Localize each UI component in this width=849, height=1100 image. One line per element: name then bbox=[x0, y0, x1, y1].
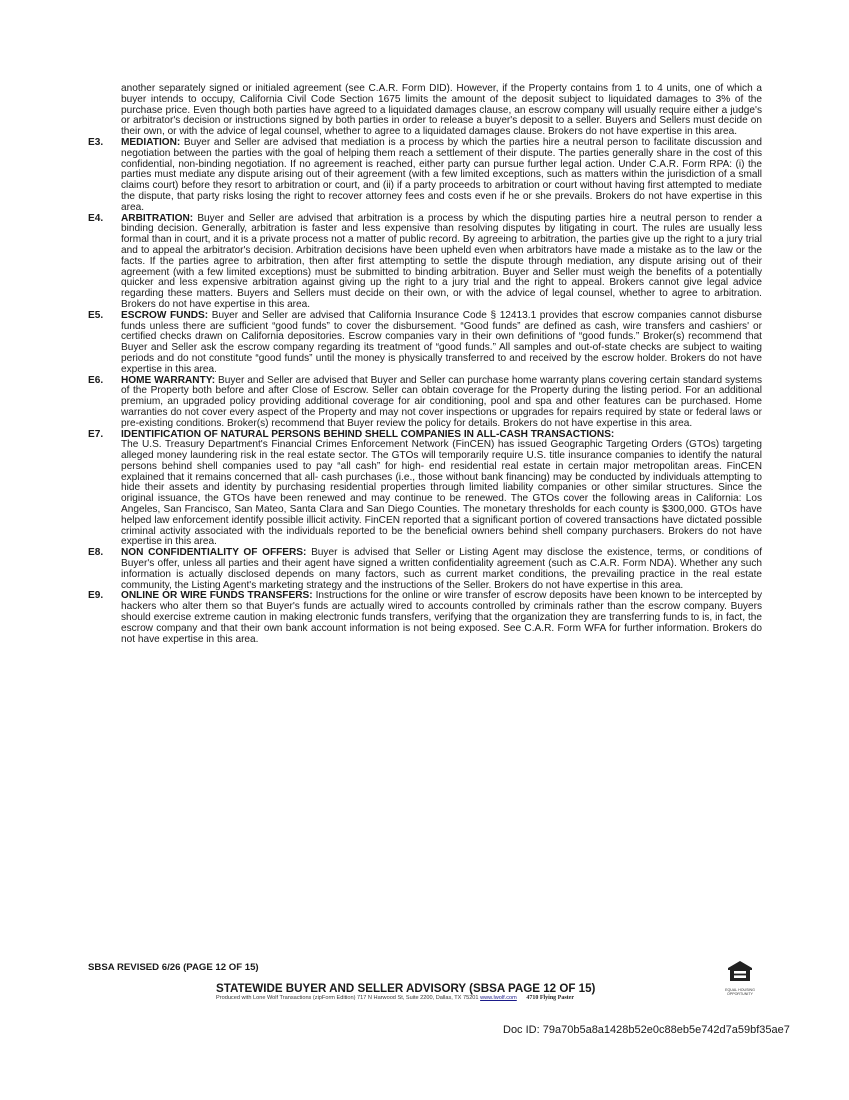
section-number: E4. bbox=[88, 212, 104, 224]
section-home-warranty bbox=[88, 376, 762, 430]
section-title: IDENTIFICATION OF NATURAL PERSONS BEHIND SHELL COMPANIES IN ALL-CASH TRANSACTIONS: bbox=[121, 428, 615, 440]
intro-paragraph: another separately signed or initialed agreement (see C.A.R. Form DID). However, if the Property contains from 1 to 4 units, one of which a buyer intends to occupy, California Civil Code Section 1675 limits the amount of the deposit subject to liquidated damages to 3% of the purchase price. Even though both parties have agreed to a liquidated damages clause, an escrow company will usually require either a judge's or arbitrator's decision or instructions signed by both parties in order to release a buyer's deposit to a seller. Buyers and Sellers must decide on their own, or with the advice of legal counsel, whether to agree to a liquidated damages clause. Brokers do not have expertise in this area. bbox=[121, 83, 762, 138]
section-title: HOME WARRANTY: bbox=[121, 374, 216, 386]
document-body bbox=[88, 84, 762, 645]
section-mediation bbox=[88, 138, 762, 214]
section-number: E5. bbox=[88, 309, 104, 321]
section-text: Instructions for the online or wire transfer of escrow deposits have been known to be intercepted by hackers who alter them so that Buyer's funds are actually wired to accounts controlled by criminals rather than the escrow company. Buyers should exercise extreme caution in making electronic funds transfers, verifying that the organization they are transferring funds to is, in fact, the escrow company and that their own bank account information is not being exposed. See C.A.R. Form WFA for further information. Brokers do not have expertise in this area. bbox=[121, 590, 762, 645]
footer-form-title: STATEWIDE BUYER AND SELLER ADVISORY (SBSA PAGE 12 OF 15) bbox=[216, 982, 596, 995]
section-number: E3. bbox=[88, 136, 104, 148]
doc-id-label: Doc ID: bbox=[503, 1024, 540, 1036]
section-text: Buyer and Seller are advised that mediation is a process by which the parties hire a neutral person to facilitate discussion and negotiation between the parties with the goal of helping them reach a settlement of their dispute. The parties generally share in the cost of this confidential, non-binding negotiation. If no agreement is reached, either party can pursue further legal action. Under C.A.R. Form RPA: (i) the parties must mediate any dispute arising out of their agreement (with a few limited exceptions, such as matters within the jurisdiction of a small claims court) before they resort to arbitration or court, and (ii) if a party proceeds to arbitration or court without having first attempted to mediate the dispute, that party risks losing the right to recover attorney fees and costs even if he or she prevails. Brokers do not have expertise in this area. bbox=[121, 136, 763, 213]
section-escrow-funds bbox=[88, 311, 762, 376]
section-number: E6. bbox=[88, 374, 104, 386]
section-shell-companies bbox=[88, 430, 762, 549]
section-arbitration bbox=[88, 214, 762, 311]
section-text: Buyer and Seller are advised that Buyer and Seller can purchase home warranty plans covering certain standard systems of the Property both before and after Close of Escrow. Seller can obtain coverage for the Property during the listing period. For an additional premium, an upgraded policy providing additional coverage for air conditioning, pool and spa and other features can be purchased. Home warranties do not cover every aspect of the Property and may not cover inspections or upgrades for repairs required by state or federal laws or pre-existing conditions. Broker(s) recommend that Buyer review the policy for details. Brokers do not have expertise in this area. bbox=[121, 374, 762, 429]
section-text: Buyer and Seller are advised that arbitration is a process by which the disputing parties hire a neutral person to render a binding decision. Generally, arbitration is faster and less expensive than resolving disputes by litigating in court. The rules are usually less formal than in court, and it is a private process not a matter of public record. By agreeing to arbitration, the parties give up the right to a jury trial and to appeal the arbitrator's decision. Arbitration decisions have been upheld even when arbitrators have made a mistake as to the law or the facts. If the parties agree to arbitration, then after first attempting to settle the dispute through mediation, any dispute arising out of their agreement (with a few limited exceptions) must be submitted to binding arbitration. Buyer and Seller must weigh the benefits of a potentially quicker and less expensive arbitration against giving up the right to a jury trial and the right to appeal. Brokers cannot give legal advice regarding these matters. Buyers and Sellers must decide on their own, or with the advice of legal counsel, whether to agree to arbitration. Brokers do not have expertise in this area. bbox=[121, 212, 762, 310]
section-text: Buyer is advised that Seller or Listing Agent may disclose the existence, terms, or conditions of Buyer's offer, unless all parties and their agent have signed a written confidentiality agreement (such as C.A.R. Form NDA). Whether any such information is actually disclosed depends on many factors, such as current market conditions, the prevailing practice in the real estate community, the Listing Agent's marketing strategy and the instructions of the Seller. Brokers do not have expertise in this area. bbox=[121, 547, 762, 591]
section-number: E9. bbox=[88, 590, 104, 602]
section-title: ESCROW FUNDS: bbox=[121, 309, 209, 321]
section-title: ONLINE OR WIRE FUNDS TRANSFERS: bbox=[121, 590, 313, 602]
section-title: NON CONFIDENTIALITY OF OFFERS: bbox=[121, 547, 307, 559]
website-link[interactable]: www.lwolf.com bbox=[480, 995, 517, 1001]
section-non-confidentiality bbox=[88, 548, 762, 591]
producer-line bbox=[216, 995, 574, 1001]
section-wire-transfers bbox=[88, 591, 762, 645]
equal-housing-caption: EQUAL HOUSING OPPORTUNITY bbox=[725, 988, 755, 996]
section-text: Buyer and Seller are advised that California Insurance Code § 12413.1 provides that escrow companies cannot disburse funds unless there are sufficient “good funds” to cover the disbursement. “Good funds” are defined as cash, wire transfers and cashiers' or certified checks drawn on California depositories. Escrow companies vary in their own definitions of “good funds.” Broker(s) recommend that Buyer and Seller ask the escrow company regarding its treatment of “good funds.” All samples and out-of-state checks are subject to waiting periods and do not constitute “good funds” until the money is physically transferred to and received by the escrow holder. Brokers do not have expertise in this area. bbox=[121, 309, 763, 375]
section-number: E7. bbox=[88, 428, 104, 440]
section-text: The U.S. Treasury Department's Financial Crimes Enforcement Network (FinCEN) has issued Geographic Targeting Orders (GTOs) targeting alleged money laundering risk in the real estate sector. The GTOs will temporarily require U.S. title insurance companies to identify the natural persons behind shell companies used to pay “all cash” for high- end residential real estate in certain major metropolitan areas. FinCEN explained that it remains concerned that all- cash purchases (i.e., those without bank financing) may be conducted by individuals attempting to hide their assets and identity by purchasing residential properties through limited liability companies or other similar structures. Since the original issuance, the GTOs have been renewed and may continue to be renewed. The GTOs cover the following areas in California: Los Angeles, San Francisco, San Mateo, Santa Clara and San Diego Counties. The monetary thresholds for each county is $300,000. GTOs have helped law enforcement identify possible illicit activity. FinCEN reported that a significant portion of covered transactions have dictated possible criminal activity associated with the individuals reported to be the beneficial owners behind shell company purchasers. Brokers do not have expertise in this area. bbox=[121, 439, 762, 548]
form-name: 4710 Flying Paster bbox=[526, 995, 575, 1001]
producer-text: Produced with Lone Wolf Transactions (zipForm Edition) 717 N Harwood St, Suite 2200, Dallas, TX 75201 bbox=[216, 995, 479, 1001]
doc-id-value: 79a70b5a8a1428b52e0c88eb5e742d7a59bf35ae7 bbox=[542, 1024, 790, 1036]
section-number: E8. bbox=[88, 547, 104, 559]
doc-id bbox=[503, 1024, 790, 1036]
section-title: MEDIATION: bbox=[121, 136, 181, 148]
form-revision-label: SBSA REVISED 6/26 (PAGE 12 OF 15) bbox=[88, 962, 259, 973]
equal-housing-icon bbox=[727, 960, 753, 982]
section-title: ARBITRATION: bbox=[121, 212, 194, 224]
equal-housing-logo bbox=[720, 960, 760, 996]
